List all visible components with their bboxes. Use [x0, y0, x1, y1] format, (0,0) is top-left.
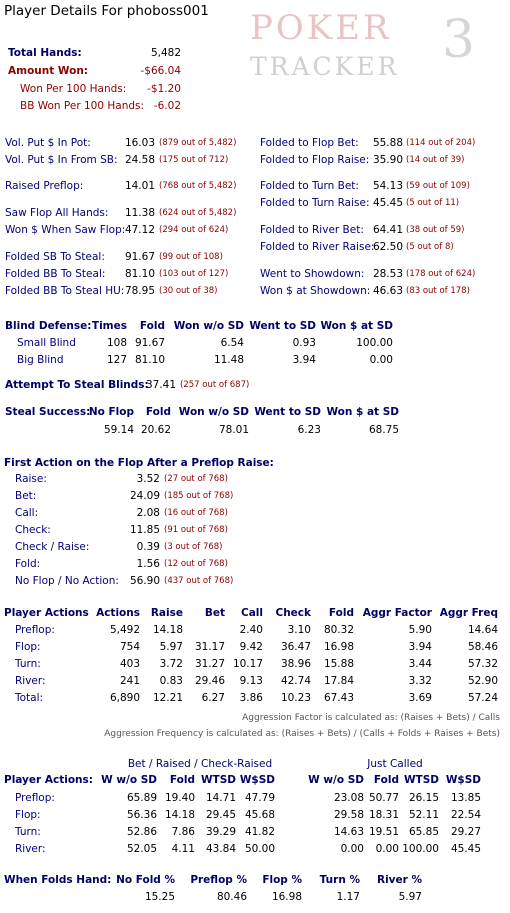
folds-hand-col-header: Flop % [262, 874, 302, 886]
first-action-value: 0.39 [136, 541, 160, 553]
player-actions2-cell: 14.18 [164, 809, 195, 821]
player-actions-cell: 57.24 [467, 692, 498, 704]
player-actions-cell: 2.40 [239, 624, 263, 636]
just-called-group-header: Just Called [367, 758, 423, 770]
player-actions2-cell: 45.45 [450, 843, 481, 855]
stat-detail: (83 out of 178) [406, 286, 470, 296]
stat-value: 14.01 [124, 180, 155, 192]
first-action-value: 2.08 [136, 507, 160, 519]
player-actions2-cell: 19.51 [368, 826, 399, 838]
stat-detail: (38 out of 59) [406, 225, 465, 235]
player-actions2-cell: 18.31 [368, 809, 399, 821]
stat-value: 16.03 [124, 137, 155, 149]
player-actions-cell: 3.86 [239, 692, 263, 704]
player-actions-cell: 10.23 [280, 692, 311, 704]
blind-defense-row-label: Big Blind [17, 354, 64, 366]
summary-value: -6.02 [153, 100, 181, 112]
first-action-value: 24.09 [129, 490, 160, 502]
steal-success-cell: 78.01 [218, 424, 249, 436]
first-action-label: Bet: [15, 490, 37, 502]
player-actions2-col-header: W w/o SD [101, 774, 157, 786]
steal-success-col-header: No Flop [88, 406, 134, 418]
player-actions2-cell: 56.36 [126, 809, 157, 821]
player-actions-cell: 15.88 [323, 658, 354, 670]
stat-detail: (14 out of 39) [406, 155, 465, 165]
aggression-factor-note: Aggression Factor is calculated as: (Raises + Bets) / Calls [242, 713, 500, 723]
blind-defense-col-header: Won $ at SD [320, 320, 393, 332]
player-actions-cell: 9.42 [239, 641, 263, 653]
summary-value: -$1.20 [147, 83, 181, 95]
player-actions-cell: 403 [119, 658, 140, 670]
player-actions2-cell: 4.11 [171, 843, 195, 855]
player-actions2-row-label: Flop: [15, 809, 41, 821]
player-actions2-cell: 100.00 [402, 843, 439, 855]
player-actions-cell: 16.98 [323, 641, 354, 653]
aggression-frequency-note: Aggression Frequency is calculated as: (Raises + Bets) / (Calls + Folds + Raises + Bets) [104, 729, 500, 739]
steal-success-col-header: Fold [145, 406, 171, 418]
player-actions-cell: 754 [119, 641, 140, 653]
player-actions-cell: 6,890 [109, 692, 140, 704]
player-actions2-cell: 52.05 [126, 843, 157, 855]
player-actions-row-label: Flop: [15, 641, 41, 653]
stat-detail: (879 out of 5,482) [159, 138, 237, 148]
player-actions2-cell: 52.11 [408, 809, 439, 821]
folds-hand-col-header: Turn % [319, 874, 360, 886]
player-actions2-col-header: Fold [169, 774, 195, 786]
player-actions-cell: 42.74 [280, 675, 311, 687]
player-actions-row-label: River: [15, 675, 46, 687]
stat-detail: (294 out of 624) [159, 225, 229, 235]
player-actions2-cell: 29.58 [333, 809, 364, 821]
player-actions-cell: 3.69 [408, 692, 432, 704]
stat-value: 45.45 [372, 197, 403, 209]
summary-label: Amount Won: [8, 65, 89, 77]
stat-label: Folded BB To Steal: [5, 268, 106, 280]
player-actions-row-label: Total: [15, 692, 44, 704]
player-actions2-cell: 45.68 [244, 809, 275, 821]
player-actions-row-label: Preflop: [15, 624, 55, 636]
blind-defense-cell: 3.94 [292, 354, 316, 366]
stat-value: 55.88 [372, 137, 403, 149]
player-actions-cell: 31.17 [194, 641, 225, 653]
blind-defense-cell: 81.10 [134, 354, 165, 366]
blind-defense-cell: 6.54 [220, 337, 244, 349]
first-action-detail: (437 out of 768) [164, 576, 234, 586]
steal-success-col-header: Won w/o SD [178, 406, 249, 418]
blind-defense-cell: 108 [106, 337, 127, 349]
player-actions-col-header: Fold [328, 607, 354, 619]
player-actions-col-header: Actions [96, 607, 140, 619]
player-actions-cell: 5.97 [159, 641, 183, 653]
stat-label: Folded to Flop Raise: [260, 154, 370, 166]
player-actions2-cell: 19.40 [164, 792, 195, 804]
first-action-detail: (16 out of 768) [164, 508, 228, 518]
stat-detail: (30 out of 38) [159, 286, 218, 296]
player-actions2-row-label: Preflop: [15, 792, 55, 804]
folds-hand-cell: 15.25 [144, 891, 175, 903]
player-actions-cell: 29.46 [194, 675, 225, 687]
stat-value: 46.63 [372, 285, 403, 297]
blind-defense-col-header: Fold [139, 320, 165, 332]
player-actions-cell: 3.94 [408, 641, 432, 653]
player-actions2-cell: 0.00 [375, 843, 399, 855]
player-actions2-cell: 26.15 [408, 792, 439, 804]
poker-tracker-logo [246, 8, 504, 84]
player-actions2-cell: 14.71 [205, 792, 236, 804]
player-actions-col-header: Bet [204, 607, 225, 619]
player-actions-col-header: Aggr Freq [439, 607, 498, 619]
player-actions2-col-header: Fold [373, 774, 399, 786]
logo-digit: 3 [442, 10, 479, 70]
player-actions-cell: 241 [119, 675, 140, 687]
first-action-detail: (12 out of 768) [164, 559, 228, 569]
blind-defense-col-header: Went to SD [249, 320, 316, 332]
player-actions-cell: 67.43 [323, 692, 354, 704]
player-actions2-row-label: River: [15, 843, 46, 855]
player-actions-cell: 14.64 [467, 624, 498, 636]
stat-label: Folded BB To Steal HU: [5, 285, 125, 297]
first-action-detail: (91 out of 768) [164, 525, 228, 535]
player-actions2-cell: 29.27 [450, 826, 481, 838]
stat-detail: (5 out of 11) [406, 198, 460, 208]
stat-label: Saw Flop All Hands: [5, 207, 109, 219]
player-actions2-cell: 50.00 [244, 843, 275, 855]
player-actions-cell: 0.83 [159, 675, 183, 687]
summary-label: BB Won Per 100 Hands: [20, 100, 145, 112]
logo-word-tracker: TRACKER [250, 52, 400, 81]
stat-label: Vol. Put $ In From SB: [5, 154, 118, 166]
player-actions2-col-header: W$SD [445, 774, 481, 786]
player-actions-col-header: Call [241, 607, 263, 619]
player-actions-cell: 3.32 [408, 675, 432, 687]
player-actions2-col-header: W$SD [239, 774, 275, 786]
stat-detail: (768 out of 5,482) [159, 181, 237, 191]
stat-value: 62.50 [372, 241, 403, 253]
summary-label: Won Per 100 Hands: [20, 83, 127, 95]
folds-hand-col-header: Preflop % [190, 874, 247, 886]
player-actions-col-header: Check [275, 607, 311, 619]
stat-label: Folded to River Raise: [260, 241, 375, 253]
attempt-steal-value: 37.41 [145, 379, 176, 391]
player-actions-cell: 36.47 [280, 641, 311, 653]
attempt-steal-detail: (257 out of 687) [180, 380, 250, 390]
player-actions-cell: 80.32 [323, 624, 354, 636]
stat-label: Folded to River Bet: [260, 224, 364, 236]
stat-detail: (99 out of 108) [159, 252, 223, 262]
summary-label: Total Hands: [8, 47, 82, 59]
stat-value: 35.90 [372, 154, 403, 166]
player-actions2-cell: 52.86 [126, 826, 157, 838]
stat-label: Won $ at Showdown: [260, 285, 371, 297]
player-actions-cell: 12.21 [152, 692, 183, 704]
summary-value: -$66.04 [140, 65, 181, 77]
player-actions-cell: 5.90 [408, 624, 432, 636]
summary-value: 5,482 [150, 47, 181, 59]
folds-hand-col-header: River % [376, 874, 422, 886]
first-action-value: 1.56 [136, 558, 160, 570]
player-actions-cell: 57.32 [467, 658, 498, 670]
player-actions2-cell: 29.45 [205, 809, 236, 821]
folds-hand-header: When Folds Hand: [4, 874, 112, 886]
steal-success-cell: 68.75 [368, 424, 399, 436]
player-actions-cell: 5,492 [109, 624, 140, 636]
player-actions2-cell: 23.08 [333, 792, 364, 804]
stat-value: 11.38 [124, 207, 155, 219]
stat-value: 81.10 [124, 268, 155, 280]
blind-defense-cell: 91.67 [134, 337, 165, 349]
player-actions2-col-header: WTSD [200, 774, 236, 786]
player-actions-cell: 31.27 [194, 658, 225, 670]
player-actions2-cell: 65.85 [408, 826, 439, 838]
player-actions2-row-label: Turn: [15, 826, 41, 838]
blind-defense-cell: 11.48 [213, 354, 244, 366]
player-actions-row-label: Turn: [15, 658, 41, 670]
first-action-value: 56.90 [129, 575, 160, 587]
stat-value: 64.41 [372, 224, 403, 236]
player-actions-cell: 3.44 [408, 658, 432, 670]
player-actions2-cell: 13.85 [450, 792, 481, 804]
folds-hand-col-header: No Fold % [116, 874, 175, 886]
player-actions-col-header: Raise [150, 607, 183, 619]
stat-detail: (103 out of 127) [159, 269, 229, 279]
steal-success-cell: 6.23 [297, 424, 321, 436]
first-action-label: No Flop / No Action: [15, 575, 119, 587]
blind-defense-cell: 0.93 [292, 337, 316, 349]
stat-value: 24.58 [124, 154, 155, 166]
stat-label: Vol. Put $ In Pot: [5, 137, 91, 149]
player-actions2-header: Player Actions: [4, 774, 93, 786]
stat-label: Folded to Flop Bet: [260, 137, 359, 149]
player-actions2-cell: 0.00 [340, 843, 364, 855]
blind-defense-cell: 0.00 [369, 354, 393, 366]
player-actions-cell: 52.90 [467, 675, 498, 687]
first-action-value: 11.85 [129, 524, 160, 536]
blind-defense-col-header: Times [91, 320, 127, 332]
player-actions2-cell: 65.89 [126, 792, 157, 804]
blind-defense-cell: 127 [106, 354, 127, 366]
first-action-label: Raise: [15, 473, 47, 485]
stat-detail: (178 out of 624) [406, 269, 476, 279]
stat-detail: (175 out of 712) [159, 155, 229, 165]
stat-label: Went to Showdown: [260, 268, 365, 280]
first-action-detail: (3 out of 768) [164, 542, 223, 552]
blind-defense-row-label: Small Blind [17, 337, 76, 349]
stat-value: 47.12 [124, 224, 155, 236]
player-actions-col-header: Aggr Factor [362, 607, 432, 619]
folds-hand-cell: 1.17 [336, 891, 360, 903]
folds-hand-cell: 16.98 [271, 891, 302, 903]
stat-detail: (5 out of 8) [406, 242, 454, 252]
player-actions-cell: 58.46 [467, 641, 498, 653]
blind-defense-col-header: Won w/o SD [173, 320, 244, 332]
folds-hand-cell: 5.97 [398, 891, 422, 903]
folds-hand-cell: 80.46 [216, 891, 247, 903]
stat-label: Folded SB To Steal: [5, 251, 105, 263]
stat-detail: (624 out of 5,482) [159, 208, 237, 218]
first-action-value: 3.52 [136, 473, 160, 485]
player-actions-cell: 6.27 [201, 692, 225, 704]
player-actions2-cell: 22.54 [450, 809, 481, 821]
stat-label: Folded to Turn Bet: [260, 180, 359, 192]
bet-raised-group-header: Bet / Raised / Check-Raised [127, 758, 273, 770]
player-actions2-cell: 41.82 [244, 826, 275, 838]
stat-value: 28.53 [372, 268, 403, 280]
stat-label: Won $ When Saw Flop: [5, 224, 126, 236]
steal-success-col-header: Went to SD [254, 406, 321, 418]
stat-value: 78.95 [124, 285, 155, 297]
player-actions-cell: 38.96 [280, 658, 311, 670]
player-actions-cell: 3.10 [287, 624, 311, 636]
stat-detail: (114 out of 204) [406, 138, 476, 148]
first-action-label: Call: [15, 507, 39, 519]
player-actions2-col-header: W w/o SD [308, 774, 364, 786]
stat-detail: (59 out of 109) [406, 181, 470, 191]
steal-success-header: Steal Success: [5, 406, 91, 418]
first-action-label: Fold: [15, 558, 41, 570]
player-actions-cell: 3.72 [159, 658, 183, 670]
player-actions-cell: 17.84 [323, 675, 354, 687]
page-title: Player Details For phoboss001 [4, 3, 209, 19]
player-actions2-cell: 50.77 [368, 792, 399, 804]
stat-label: Raised Preflop: [5, 180, 84, 192]
player-actions-cell: 10.17 [232, 658, 263, 670]
first-action-label: Check / Raise: [15, 541, 90, 553]
first-action-label: Check: [15, 524, 51, 536]
player-actions2-cell: 43.84 [205, 843, 236, 855]
first-action-detail: (185 out of 768) [164, 491, 234, 501]
logo-word-poker: POKER [250, 8, 392, 48]
blind-defense-header: Blind Defense: [5, 320, 92, 332]
blind-defense-cell: 100.00 [356, 337, 393, 349]
player-actions2-cell: 39.29 [205, 826, 236, 838]
steal-success-cell: 59.14 [103, 424, 134, 436]
steal-success-col-header: Won $ at SD [326, 406, 399, 418]
player-actions2-col-header: WTSD [403, 774, 439, 786]
player-actions2-cell: 14.63 [333, 826, 364, 838]
player-actions-cell: 14.18 [152, 624, 183, 636]
attempt-steal-label: Attempt To Steal Blinds: [5, 379, 149, 391]
player-actions2-cell: 47.79 [244, 792, 275, 804]
player-actions2-cell: 7.86 [171, 826, 195, 838]
stat-value: 54.13 [372, 180, 403, 192]
first-action-title: First Action on the Flop After a Preflop Raise: [4, 457, 274, 469]
player-actions-header: Player Actions [4, 607, 89, 619]
stat-label: Folded to Turn Raise: [260, 197, 370, 209]
player-actions-cell: 9.13 [239, 675, 263, 687]
steal-success-cell: 20.62 [140, 424, 171, 436]
stat-value: 91.67 [124, 251, 155, 263]
first-action-detail: (27 out of 768) [164, 474, 228, 484]
